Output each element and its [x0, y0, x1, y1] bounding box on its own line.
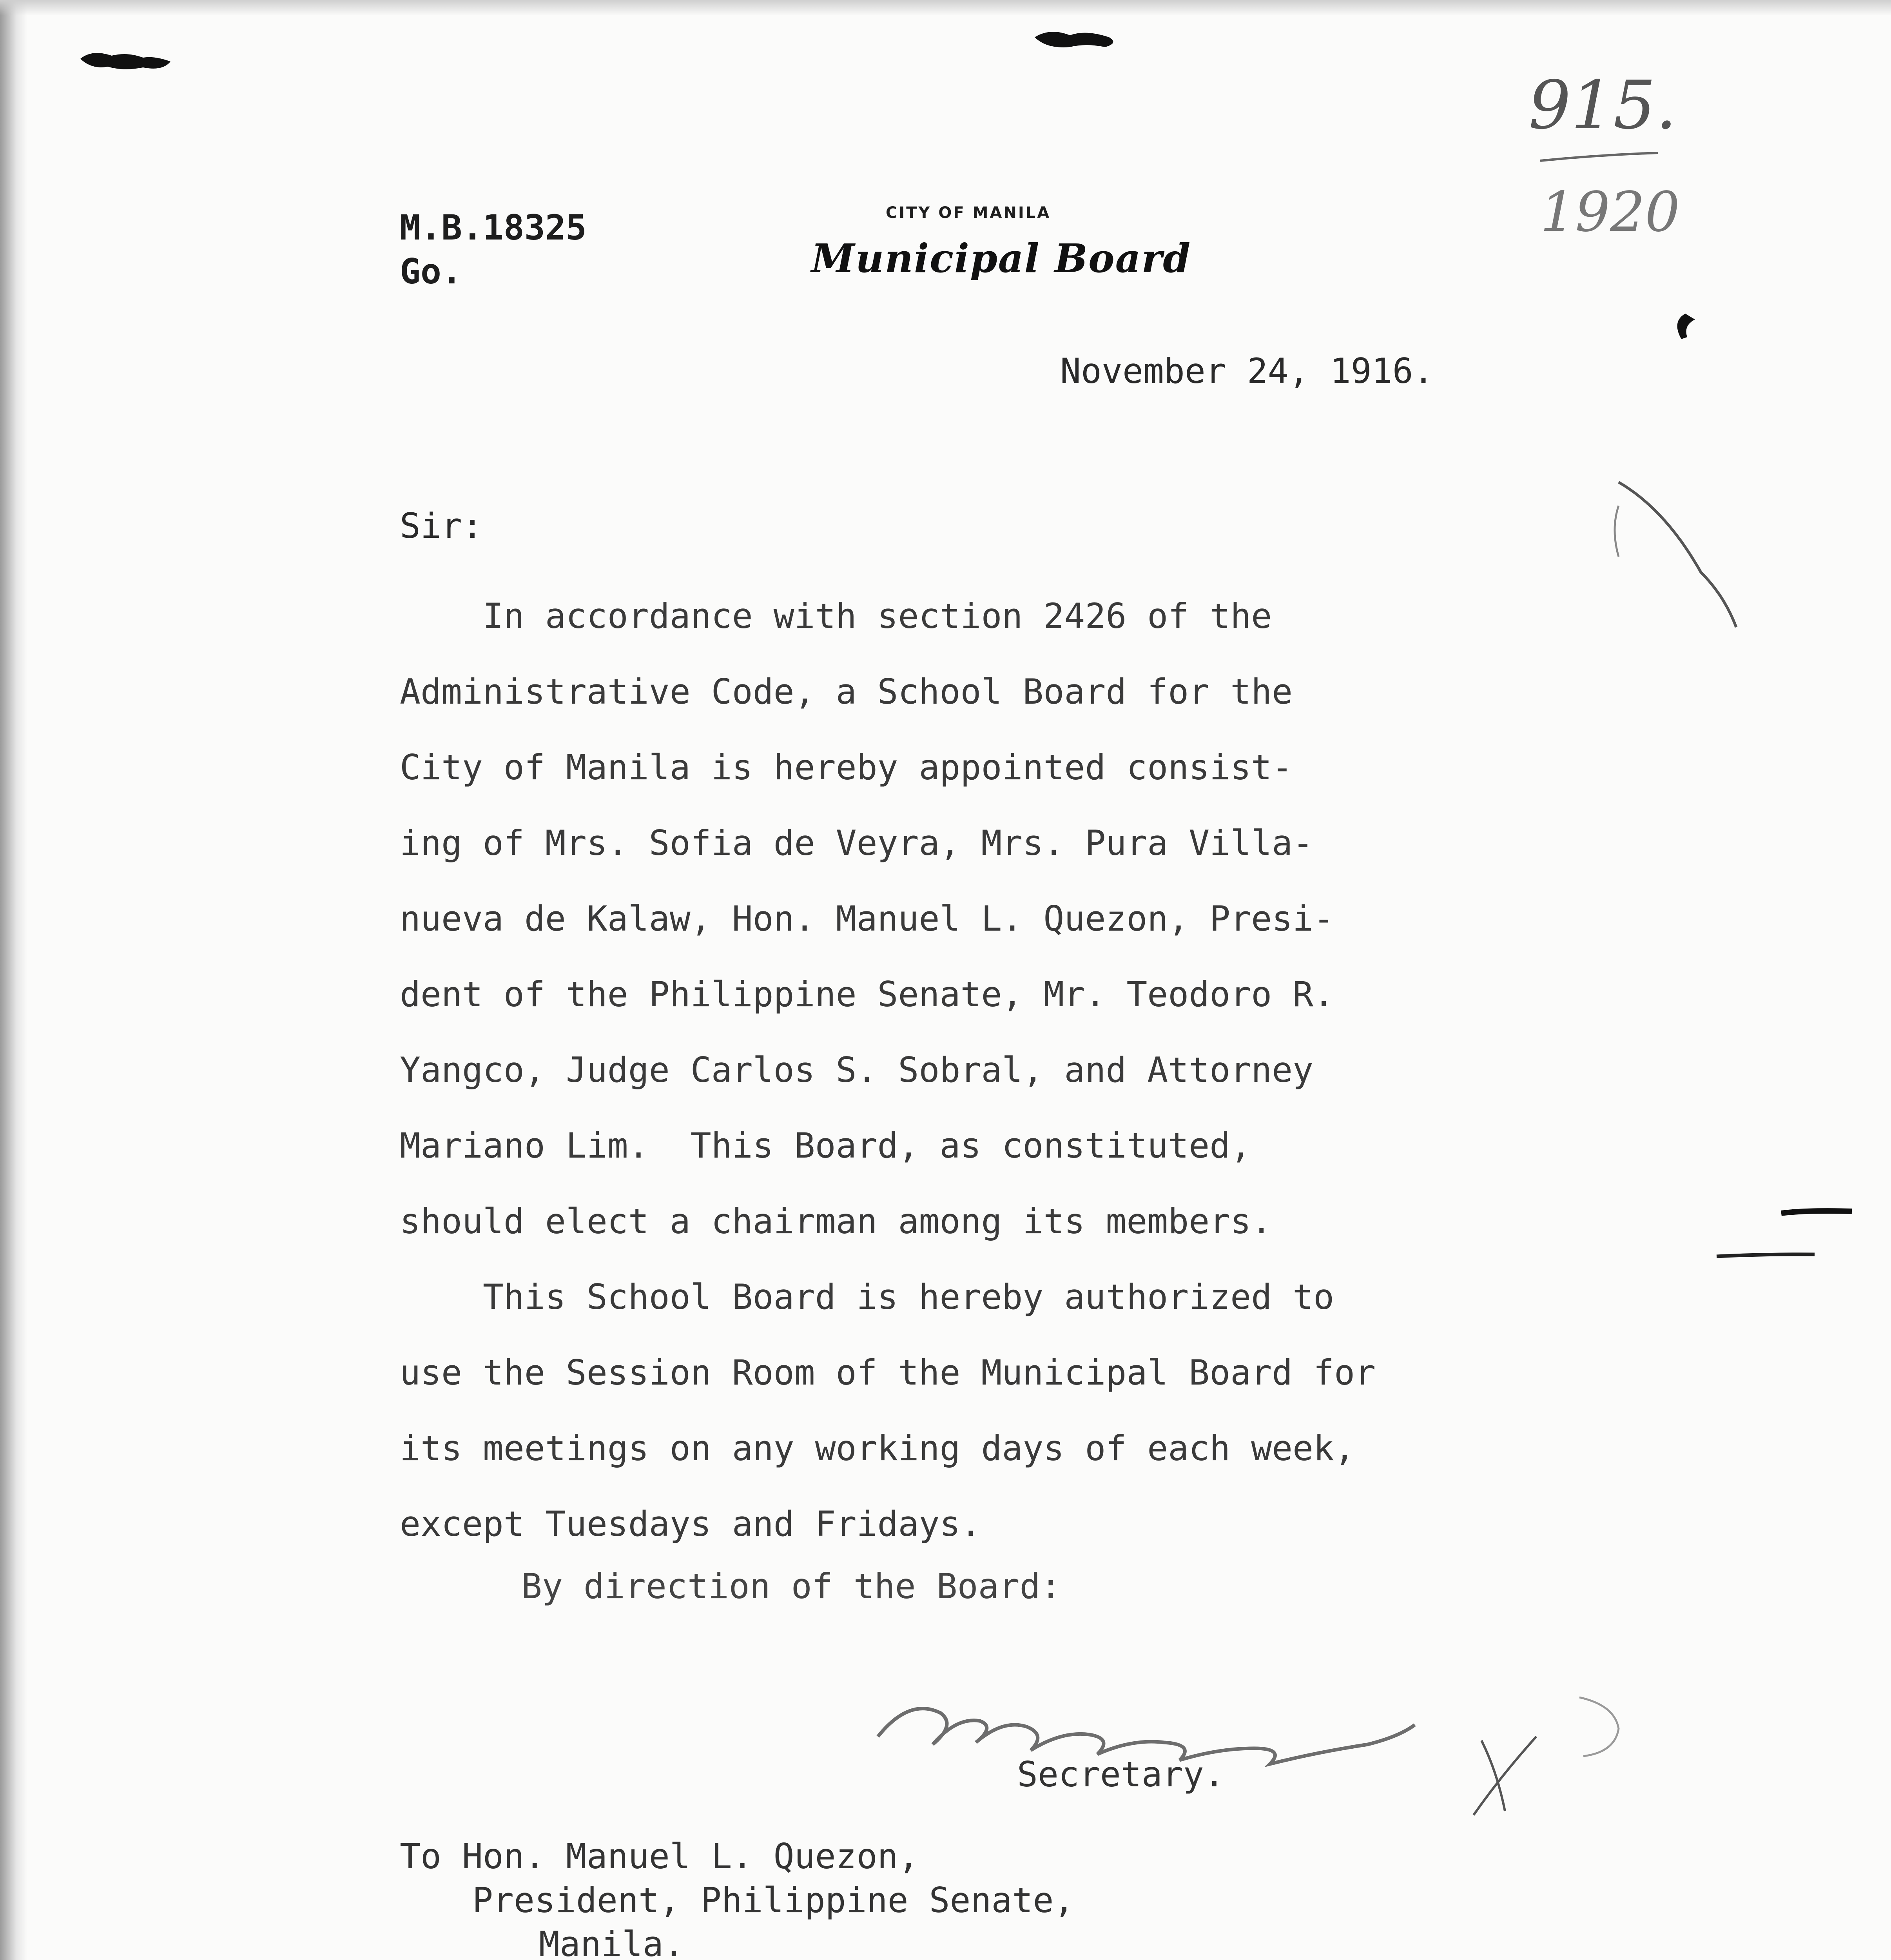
signature-arc	[1579, 1697, 1619, 1756]
margin-dash-1	[1781, 1211, 1852, 1213]
body-line: except Tuesdays and Fridays.	[400, 1504, 981, 1544]
addressee-line: President, Philippine Senate,	[472, 1880, 1075, 1920]
handwritten-note-1: 915.	[1528, 67, 1677, 144]
body-line: Yangco, Judge Carlos S. Sobral, and Attorney	[400, 1050, 1314, 1090]
body-line: its meetings on any working days of each week,	[400, 1428, 1355, 1468]
body-line: This School Board is hereby authorized to	[400, 1277, 1334, 1317]
letterhead-office: Municipal Board	[811, 235, 1191, 281]
addressee-line: Manila.	[539, 1924, 684, 1960]
body-line: Mariano Lim. This Board, as constituted,	[400, 1125, 1251, 1166]
body-line: Administrative Code, a School Board for the	[400, 671, 1293, 712]
body-line: ing of Mrs. Sofia de Veyra, Mrs. Pura Villa-	[400, 823, 1314, 863]
letter-date: November 24, 1916.	[1060, 351, 1434, 391]
margin-mark-3	[1615, 506, 1619, 557]
reference-number: M.B.18325 Go.	[400, 207, 587, 292]
addressee-block	[400, 1835, 1074, 1960]
body-line: dent of the Philippine Senate, Mr. Teodoro R.	[400, 974, 1334, 1014]
body-line: should elect a chairman among its members.	[400, 1201, 1272, 1241]
closing-line: By direction of the Board:	[521, 1566, 1061, 1606]
margin-mark-2	[1619, 482, 1736, 627]
margin-dash-2	[1717, 1254, 1815, 1256]
signature-x-mark	[1474, 1737, 1536, 1815]
body-line: In accordance with section 2426 of the	[400, 596, 1272, 636]
handwritten-rule	[1540, 153, 1658, 161]
addressee-line: To Hon. Manuel L. Quezon,	[400, 1836, 919, 1877]
letter-body	[400, 578, 1536, 1562]
salutation: Sir:	[400, 506, 483, 546]
body-line: nueva de Kalaw, Hon. Manuel L. Quezon, Presi-	[400, 898, 1334, 939]
ink-blot-top-left	[80, 53, 170, 69]
body-line: use the Session Room of the Municipal Board for	[400, 1352, 1376, 1393]
ink-blot-top-center	[1035, 32, 1113, 47]
letterhead-city: CITY OF MANILA	[886, 204, 1051, 222]
signer-title: Secretary.	[1017, 1754, 1225, 1795]
handwritten-note-2: 1920	[1540, 180, 1680, 244]
margin-mark-1	[1677, 314, 1695, 339]
body-line: City of Manila is hereby appointed consist-	[400, 747, 1293, 788]
